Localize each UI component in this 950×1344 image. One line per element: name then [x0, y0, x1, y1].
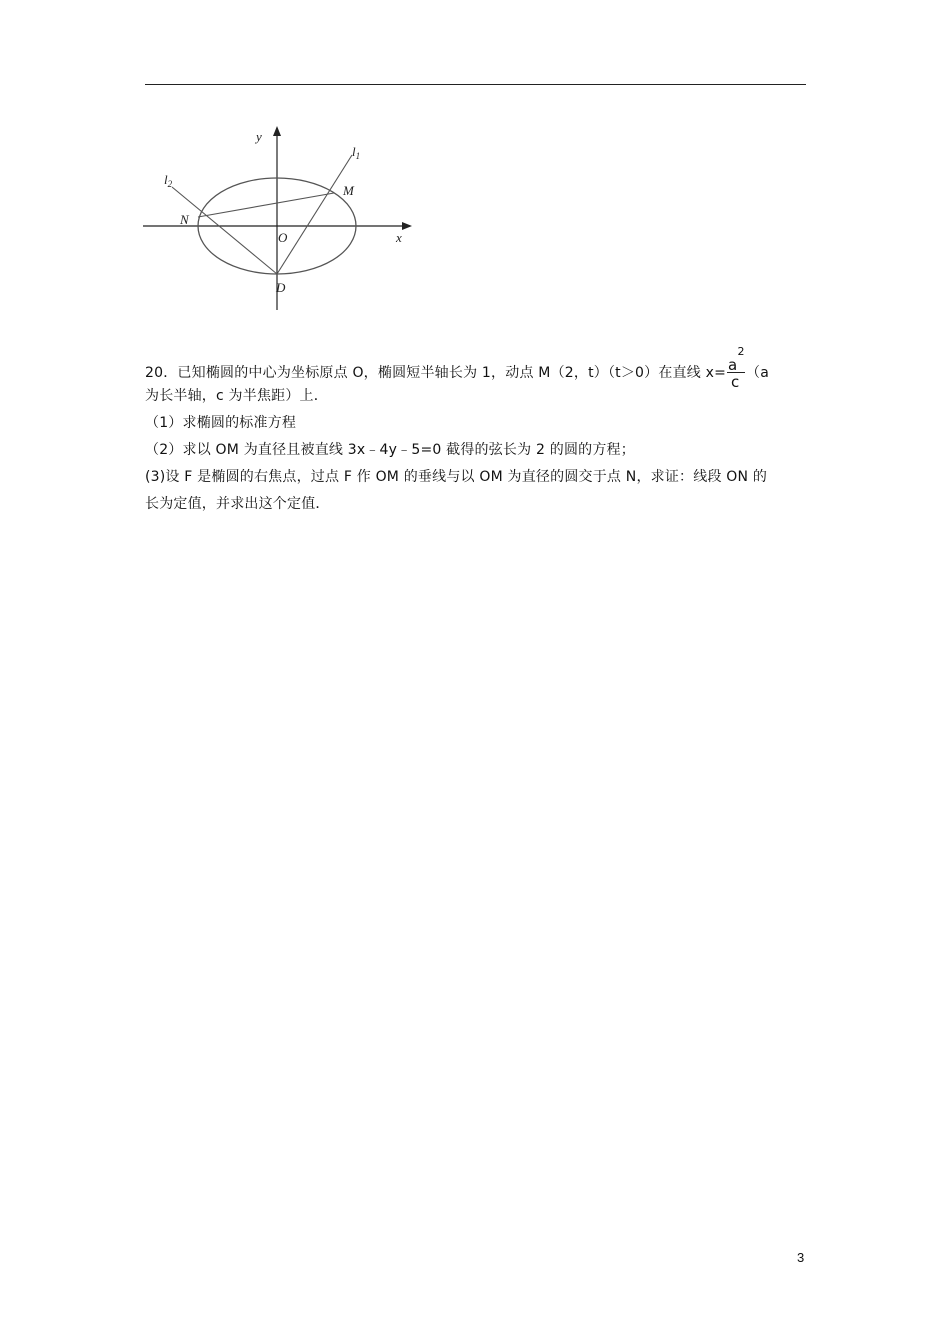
- problem-statement-start: 20．已知椭圆的中心为坐标原点 O，椭圆短半轴长为 1，动点 M（2，t）（t＞0）在直线 x=: [145, 365, 727, 381]
- label-m: M: [343, 183, 354, 198]
- problem-line-2: 为长半轴，c 为半焦距）上．: [145, 388, 328, 404]
- page-number: 3: [797, 1250, 805, 1265]
- chord-nm: [198, 193, 334, 217]
- label-d: D: [276, 280, 286, 295]
- line-l1: [277, 155, 352, 274]
- question-1: （1）求椭圆的标准方程: [145, 415, 297, 431]
- label-x: x: [396, 230, 402, 245]
- ellipse-diagram: [140, 120, 425, 320]
- problem-line-1: [145, 345, 806, 391]
- question-2: （2）求以 OM 为直径且被直线 3x﹣4y﹣5=0 截得的弦长为 2 的圆的方程；: [145, 442, 635, 458]
- problem-20: [145, 345, 806, 518]
- problem-statement-tail: （a: [746, 365, 770, 381]
- fraction-denominator: c: [731, 373, 740, 391]
- fraction-numerator: a: [728, 356, 738, 374]
- label-l2: $l_2$: [164, 172, 173, 189]
- label-l1: $l_1$: [352, 144, 361, 161]
- question-3-continued: 长为定值，并求出这个定值．: [145, 496, 330, 512]
- line-l2: [172, 187, 277, 274]
- label-o: O: [278, 230, 288, 245]
- question-3: (3)设 F 是椭圆的右焦点，过点 F 作 OM 的垂线与以 OM 为直径的圆交于点 N，求证：线段 ON 的: [145, 469, 768, 485]
- label-y: y: [256, 129, 262, 144]
- header-rule: [145, 84, 806, 85]
- fraction-exponent: 2: [737, 345, 745, 358]
- ellipse-figure: [140, 120, 425, 320]
- label-n: N: [180, 212, 189, 227]
